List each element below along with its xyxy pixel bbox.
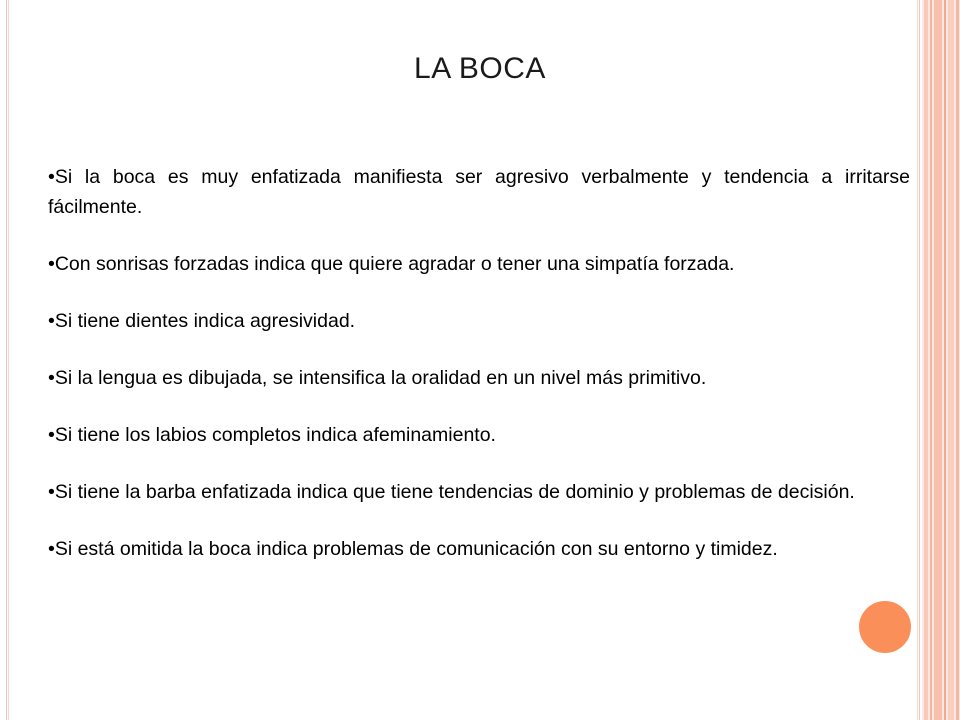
- decorative-stripe: [934, 0, 942, 720]
- decorative-stripe: [948, 0, 954, 720]
- decorative-circle: [856, 598, 914, 656]
- bullet-item: •Si la lengua es dibujada, se intensifica la oralidad en un nivel más primitivo.: [48, 367, 707, 389]
- decorative-stripe: [924, 0, 928, 720]
- bullet-list: [48, 162, 910, 564]
- decorative-stripe: [944, 0, 946, 720]
- slide-title: LA BOCA: [414, 52, 546, 85]
- decorative-stripe: [930, 0, 932, 720]
- bullet-item: •Si tiene la barba enfatizada indica que tiene tendencias de dominio y problemas de decisión.: [48, 481, 855, 503]
- bullet-item: •Si tiene los labios completos indica afeminamiento.: [48, 424, 496, 446]
- decorative-stripe: [956, 0, 959, 720]
- bullet-item: •Si tiene dientes indica agresividad.: [48, 310, 356, 332]
- bullet-item: •Si está omitida la boca indica problemas de comunicación con su entorno y timidez.: [48, 538, 778, 560]
- bullet-item: •Con sonrisas forzadas indica que quiere agradar o tener una simpatía forzada.: [48, 253, 735, 275]
- bullet-item: •Si la boca es muy enfatizada manifiesta ser agresivo verbalmente y tendencia a irritarse fácilmente.: [48, 166, 910, 218]
